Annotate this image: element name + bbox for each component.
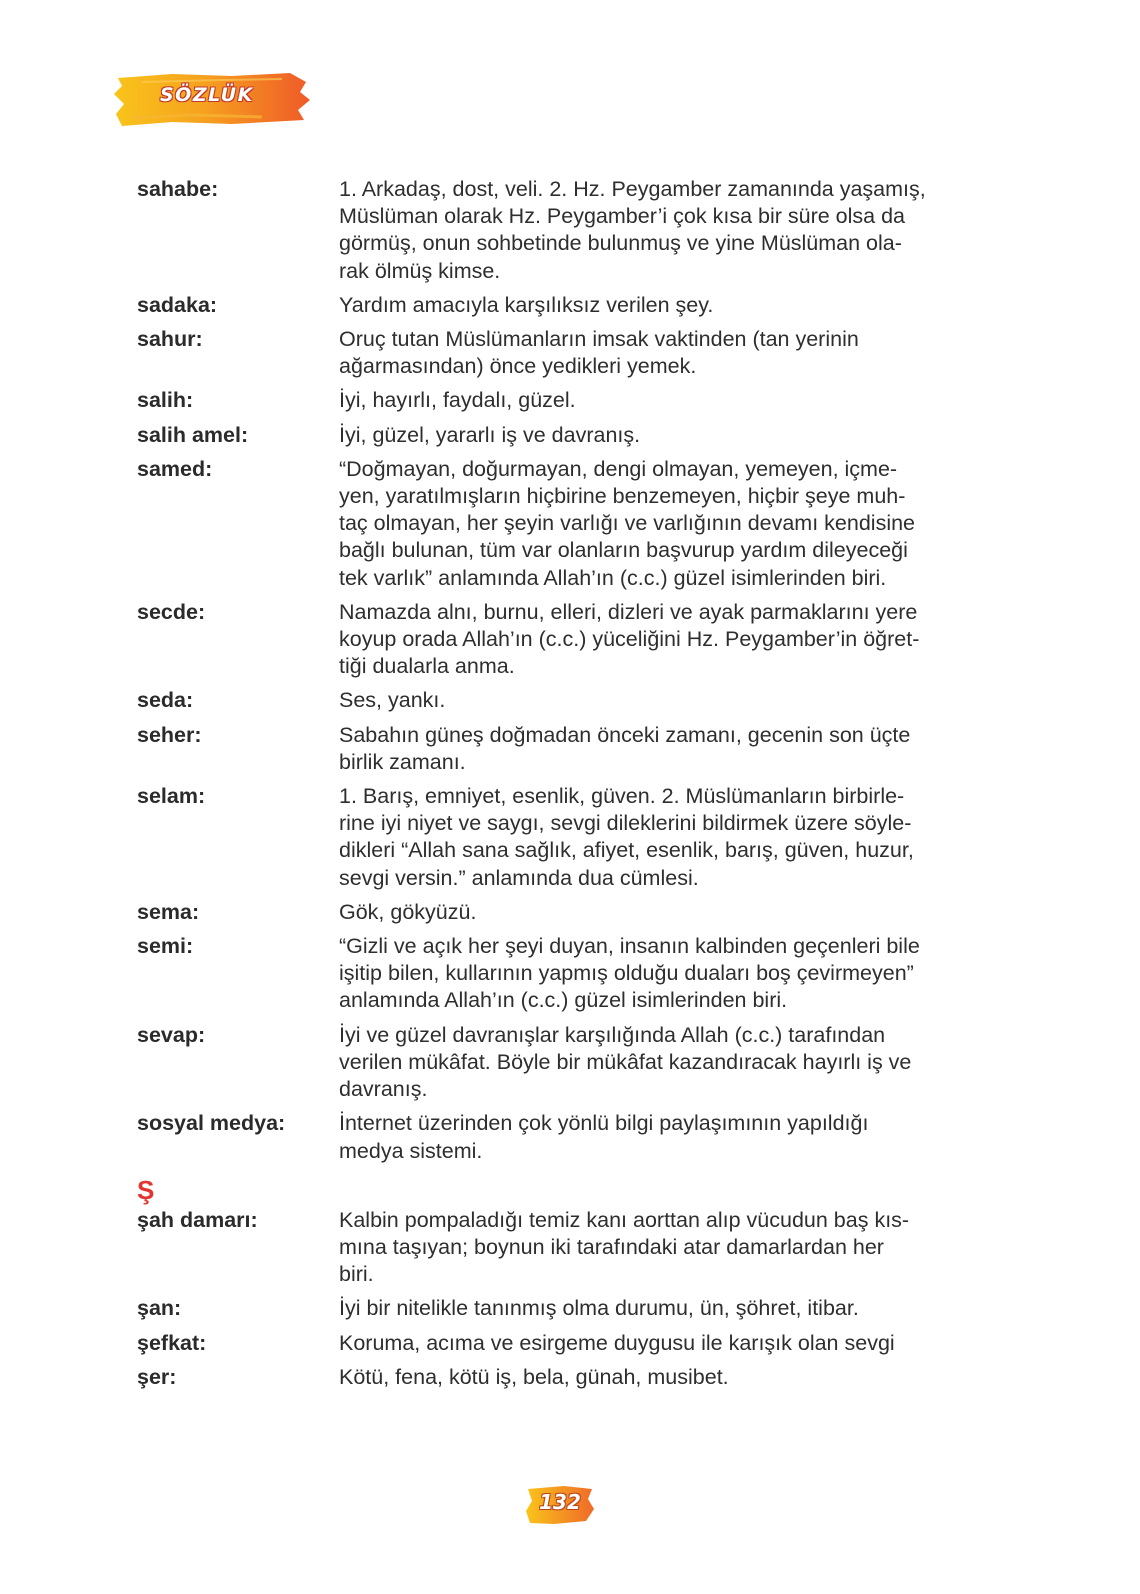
term: semi: [137,934,194,959]
definition: Sabahın güneş doğmadan önceki zamanı, gecenin son üçte birlik zamanı. [339,722,911,774]
glossary [137,176,997,1398]
term: sahur: [137,327,203,352]
glossary-entry [137,326,997,380]
term: şer: [137,1364,177,1389]
definition: “Gizli ve açık her şeyi duyan, insanın kalbinden geçenleri bile işitip bilen, kullarının yapmış olduğu duaları boş çevirmeyen” anlamında Allah’ın (c.c.) güzel isimlerinden biri. [339,934,920,1013]
glossary-entry [137,176,997,285]
definition: Ses, yankı. [339,688,446,713]
definition: İyi ve güzel davranışlar karşılığında Allah (c.c.) tarafından verilen mükâfat. Böyle bir mükâfat kazandıracak hayırlı iş ve davranış. [339,1022,912,1102]
term: salih: [137,388,194,413]
glossary-entry [137,899,997,926]
definition: İyi bir nitelikle tanınmış olma durumu, ün, şöhret, itibar. [339,1296,859,1321]
glossary-entry [137,456,997,592]
term: samed: [137,456,213,481]
definition: İyi, güzel, yararlı iş ve davranış. [339,422,641,447]
definition: Gök, gökyüzü. [339,899,477,924]
definition: Koruma, acıma ve esirgeme duygusu ile karışık olan sevgi [339,1330,895,1355]
glossary-entry [137,599,997,681]
glossary-entry [137,933,997,1015]
definition: 1. Barış, emniyet, esenlik, güven. 2. Müslümanların birbirle- rine iyi niyet ve saygı, sevgi dileklerini bildirmek üzere söyle- dikleri “Allah sana sağlık, afiyet, esenlik, barış, güven, huzur, sevgi versin.” anlamında dua cümlesi. [339,784,914,890]
page-title: SÖZLÜK [160,84,254,106]
term: seda: [137,688,194,713]
definition: Yardım amacıyla karşılıksız verilen şey. [339,292,714,317]
definition: “Doğmayan, doğurmayan, dengi olmayan, yemeyen, içme- yen, yaratılmışların hiçbirine benzemeyen, hiçbir şeye muh- taç olmayan, her şeyin varlığı ve varlığının devamı kendisine bağlı bulunan, tüm var olanların başvurup yardım dileyeceği tek varlık” anlamında Allah’ın (c.c.) güzel isimlerinden biri. [339,456,916,590]
header-banner [112,70,312,128]
term: şefkat: [137,1330,207,1355]
term: sadaka: [137,292,218,317]
definition: İyi, hayırlı, faydalı, güzel. [339,388,576,413]
definition: İnternet üzerinden çok yönlü bilgi paylaşımının yapıldığı medya sistemi. [339,1111,869,1163]
definition: 1. Arkadaş, dost, veli. 2. Hz. Peygamber zamanında yaşamış, Müslüman olarak Hz. Peygamber’i çok kısa bir süre olsa da görmüş, onun sohbetinde bulunmuş ve yine Müslüman ola- rak ölmüş kimse. [339,177,926,283]
glossary-entry [137,722,997,776]
definition: Oruç tutan Müslümanların imsak vaktinden (tan yerinin ağarmasından) önce yedikleri yemek. [339,327,859,379]
term: şan: [137,1296,182,1321]
term: selam: [137,784,206,809]
glossary-entry [137,387,997,414]
term: şah damarı: [137,1207,258,1232]
glossary-entry [137,1022,997,1104]
glossary-entry [137,1110,997,1164]
term: sema: [137,899,200,924]
definition: Kalbin pompaladığı temiz kanı aorttan alıp vücudun baş kıs- mına taşıyan; boynun iki tarafındaki atar damarlardan her biri. [339,1207,910,1287]
term: seher: [137,722,202,747]
glossary-entry [137,687,997,714]
definition: Kötü, fena, kötü iş, bela, günah, musibet. [339,1364,729,1389]
glossary-entry [137,1364,997,1391]
definition: Namazda alnı, burnu, elleri, dizleri ve ayak parmaklarını yere koyup orada Allah’ın (c.c.) yüceliğini Hz. Peygamber’in öğret- tiği dualarla anma. [339,599,920,679]
page-number-badge [524,1483,596,1527]
page-number: 132 [539,1490,581,1514]
glossary-entry [137,1295,997,1322]
glossary-entry [137,1207,997,1289]
glossary-entry [137,422,997,449]
glossary-entry [137,292,997,319]
term: sahabe: [137,177,219,201]
section-letter-heading: Ş [137,1174,155,1205]
term: sevap: [137,1022,206,1047]
term: salih amel: [137,422,249,447]
term: secde: [137,599,206,624]
glossary-entry [137,783,997,892]
term: sosyal medya: [137,1111,286,1136]
glossary-entry [137,1330,997,1357]
